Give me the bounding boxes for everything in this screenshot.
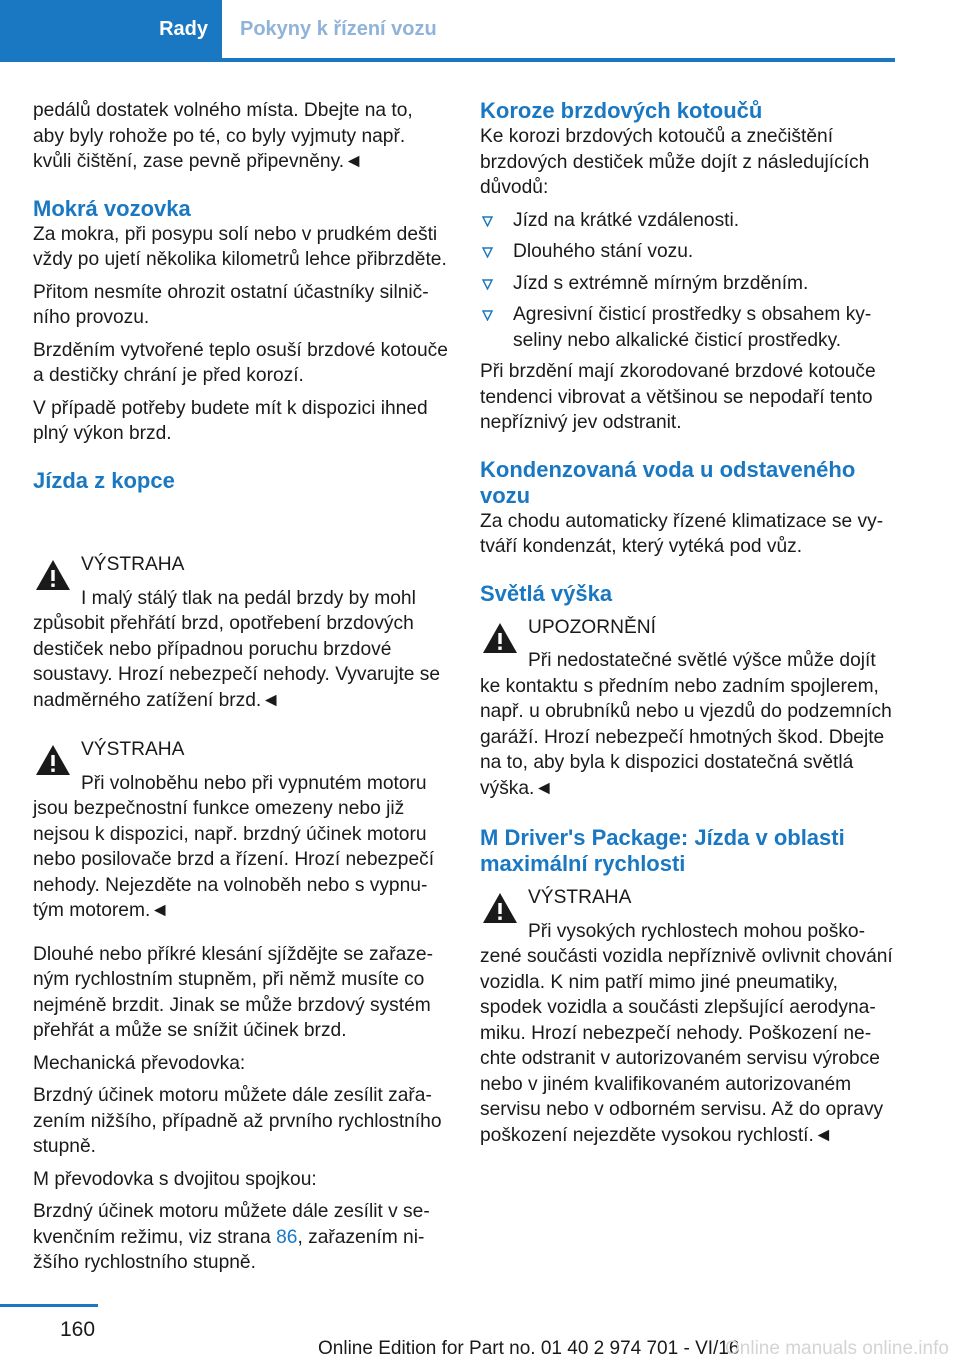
footer-rule — [0, 1304, 98, 1307]
triangle-bullet-icon — [482, 310, 493, 321]
watermark: Online manuals online.info — [725, 1338, 949, 1359]
warning-2-text: Při volnoběhu nebo při vypnutém motoru jsou bezpečnostní funkce omezeny nebo již nejsou k dispozici, např. brzdný účinek motoru nebo posilovače brzd a řízení. Hrozí nebezpečí nehody. Nejezděte na volnoběh nebo s vypnutým motorem.◄ — [33, 772, 435, 921]
page-reference-link[interactable]: 86 — [276, 1226, 298, 1248]
caution-title: UPOZORNĚNÍ — [528, 616, 656, 638]
warning-3-text: Při vysokých rychlostech mohou poškozené součásti vozidla nepříznivě ovlivnit chování vozidla. K nim patří mimo jiné pneumatiky, spodek vozidla a součásti zlepšující aerodynamiku. Hrozí nebezpečí nehody. Poškození nechte odstranit v autorizovaném servisu výrobce nebo v jiném kvalifikovaném autorizovaném servisu nebo v odborném servisu. Až do opravy poškození nejezděte vysokou rychlostí.◄ — [480, 920, 893, 1146]
triangle-bullet-icon — [482, 247, 493, 258]
heading-m-drivers-package: M Driver's Package: Jízda v oblasti maximální rychlosti — [480, 825, 845, 876]
warning-block-2 — [33, 737, 448, 924]
list-item: Jízd s extrémně mírným brzděním. — [480, 271, 895, 297]
downhill-paragraph-3: Brzdný účinek motoru můžete dále zesílit zařazením nižšího, případně až prvního rychlostního stupně. — [33, 1085, 442, 1157]
wet-paragraph-4: V případě potřeby budete mít k dispozici ihned plný výkon brzd. — [33, 397, 428, 444]
page-header — [0, 0, 895, 62]
downhill-paragraph-5: Brzdný účinek motoru můžete dále zesílit v sekvenčním režimu, viz strana 86, zařazením nižšího rychlostního stupně. — [33, 1201, 430, 1273]
list-item: Agresivní čisticí prostředky s obsahem kyseliny nebo alkalické čisticí prostředky. — [480, 302, 895, 353]
caution-text: Při nedostatečné světlé výšce může dojít ke kontaktu s předním nebo zadním spojlerem, např. u obrubníků nebo u vjezdů do podzemních garáží. Hrozí nebezpečí hmotných škod. Dbejte na to, aby byla k dispozici dostatečná světlá výška.◄ — [480, 650, 892, 799]
warning-1-title: VÝSTRAHA — [81, 554, 185, 575]
heading-corrosion: Koroze brzdových kotoučů — [480, 98, 763, 123]
warning-1-text: I malý stálý tlak na pedál brzdy by mohl způsobit přehřátí brzd, opotřebení brzdových destiček nebo případnou poruchu brzdové soustavy. Hrozí nebezpečí nehody. Vyvarujte se nadměrného zatížení brzd.◄ — [33, 587, 441, 711]
header-rule — [0, 58, 895, 62]
downhill-paragraph-1: Dlouhé nebo příkré klesání sjíždějte se zařazeným rychlostním stupněm, při němž musíte co nejméně brzdit. Jinak se může brzdový systém přehřát a může se snížit účinek brzd. — [33, 943, 433, 1041]
triangle-bullet-icon — [482, 279, 493, 290]
section-tab[interactable] — [240, 0, 437, 58]
wet-paragraph-2: Přitom nesmíte ohrozit ostatní účastníky silničního provozu. — [33, 281, 429, 328]
condensate-text: Za chodu automaticky řízené klimatizace se vytváří kondenzát, který vytéká pod vůz. — [480, 510, 884, 557]
warning-3-title: VÝSTRAHA — [528, 887, 632, 908]
warning-block-1 — [33, 552, 448, 713]
chapter-tab[interactable] — [0, 0, 222, 58]
list-item: Dlouhého stání vozu. — [480, 239, 895, 265]
corrosion-outro: Při brzdění mají zkorodované brzdové kotouče tendenci vibrovat a většinou se nepodaří tento nepříznivý jev odstranit. — [480, 361, 876, 433]
warning-triangle-icon — [33, 742, 73, 777]
page-number: 160 — [60, 1318, 96, 1341]
corrosion-list — [480, 208, 895, 354]
wet-paragraph-3: Brzděním vytvořené teplo osuší brzdové kotouče a destičky chrání je před korozí. — [33, 339, 448, 386]
wet-paragraph-1: Za mokra, při posypu solí nebo v prudkém dešti vždy po ujetí několika kilometrů lehce přibrzděte. — [33, 223, 447, 270]
intro-paragraph: pedálů dostatek volného místa. Dbejte na to, aby byly rohože po té, co byly vyjmuty např. kvůli čištění, zase pevně připevněny.◄ — [33, 100, 413, 172]
heading-clearance: Světlá výška — [480, 580, 613, 606]
warning-triangle-icon — [480, 890, 520, 925]
warning-triangle-icon — [480, 620, 520, 655]
chapter-tab-label: Rady — [159, 17, 208, 40]
left-column-lower — [33, 552, 448, 1283]
left-column — [33, 98, 448, 502]
caution-block — [480, 615, 895, 802]
triangle-bullet-icon — [482, 216, 493, 227]
heading-condensate: Kondenzovaná voda u odstaveného vozu — [480, 456, 856, 508]
warning-block-3 — [480, 885, 895, 1148]
downhill-paragraph-2: Mechanická převodovka: — [33, 1052, 246, 1074]
right-column — [480, 98, 895, 1158]
downhill-paragraph-4: M převodovka s dvojitou spojkou: — [33, 1168, 317, 1190]
section-tab-label: Pokyny k řízení vozu — [240, 17, 437, 40]
heading-wet-road: Mokrá vozovka — [33, 195, 191, 221]
corrosion-intro: Ke korozi brzdových kotoučů a znečištění brzdových destiček může dojít z následujících důvodů: — [480, 126, 870, 198]
warning-2-title: VÝSTRAHA — [81, 739, 185, 760]
heading-downhill: Jízda z kopce — [33, 467, 175, 493]
edition-note: Online Edition for Part no. 01 40 2 974 701 - VI/16 — [318, 1338, 740, 1359]
warning-triangle-icon — [33, 557, 73, 592]
list-item: Jízd na krátké vzdálenosti. — [480, 208, 895, 234]
